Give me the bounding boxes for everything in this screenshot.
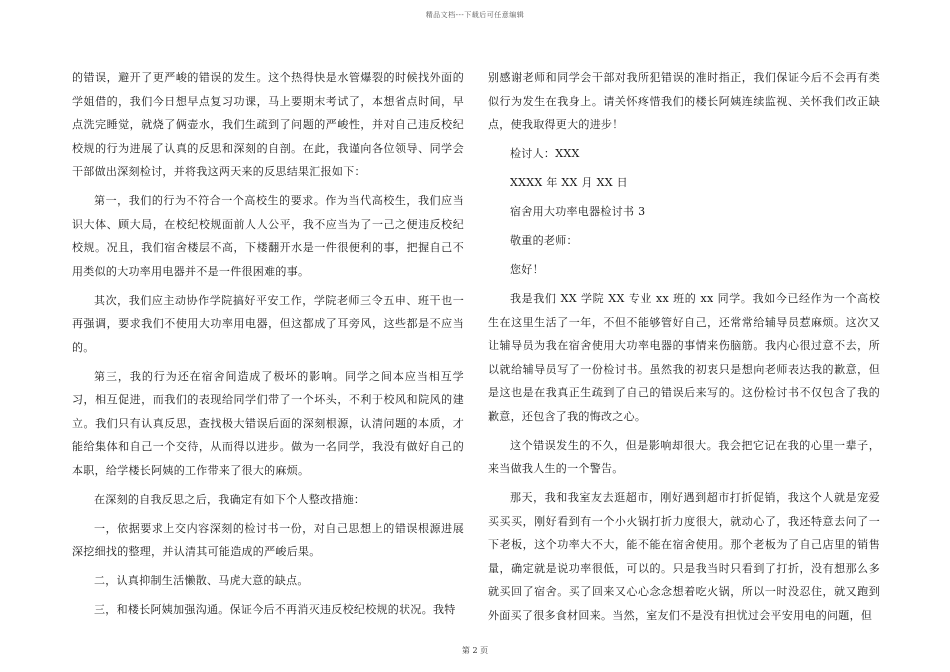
- paragraph: 这个错误发生的不久，但是影响却很大。我会把它记在我的心里一辈子，来当做我人生的一个警告。: [488, 438, 880, 475]
- paragraph: 第三，我的行为还在宿舍间造成了极坏的影响。同学之间本应当相互学习，相互促进，而我们的表现给同学们带了一个坏头，不利于校风和院风的建立。我们只有认真反思，查找极大错误后面的深刻根源，认清问题的本质，才能给集体和自己一个交待，从而得以进步。做为一名同学，我没有做好自己的本职，给学楼长阿姨的工作带来了很大的麻烦。: [72, 369, 464, 477]
- left-column: [72, 66, 464, 627]
- paragraph: 三，和楼长阿姨加强沟通。保证今后不再消灭违反校纪校规的状况。我特: [94, 603, 456, 616]
- paragraph: 在深刻的自我反思之后，我确定有如下个人整改措施：: [94, 492, 366, 506]
- paragraph: 其次，我们应主动协作学院搞好平安工作，学院老师三令五申、班干也一再强调，要求我们不使用大功率用电器，但这都成了耳旁风，这些都是不应当的。: [72, 293, 464, 354]
- page-number: 第 2 页: [461, 646, 489, 655]
- salutation: 敬重的老师：: [510, 234, 578, 247]
- signature-date: XXXX 年 XX 月 XX 日: [510, 176, 628, 189]
- document-title: 宿舍用大功率电器检讨书 3: [510, 205, 646, 218]
- paragraph: 我是我们 XX 学院 XX 专业 xx 班的 xx 同学。我如今已经作为一个高校生在这里生活了一年，不但不能够管好自己，还常常给辅导员惹麻烦。这次又让辅导员为我在宿舍使用大功率电器的事情来伤脑筋。我内心很过意不去，所以就给辅导员写了一份检讨书。虽然我的初衷只是想向老师表达我的歉意，但是这也是在我真正生疏到了自己的错误后来写的。这份检讨书不仅包含了我的歉意，还包含了我的悔改之心。: [488, 292, 880, 423]
- paragraph: 别感谢老师和同学会干部对我所犯错误的准时指正，我们保证今后不会再有类似行为发生在我身上。请关怀疼惜我们的楼长阿姨连续监视、关怀我们改正缺点，使我取得更大的进步！: [488, 71, 880, 131]
- paragraph: 二，认真抑制生活懒散、马虎大意的缺点。: [94, 574, 309, 587]
- paragraph: 第一，我们的行为不符合一个高校生的要求。作为当代高校生，我们应当识大体、顾大局，在校纪校规面前人人公平，我不应当为了一己之便违反校纪校规。况且，我们宿舍楼层不高，下楼翻开水是一件很便利的事，把握自己不用类似的大功率用电器并不是一件很困难的事。: [72, 194, 464, 278]
- paragraph: 那天，我和我室友去逛超市，刚好遇到超市打折促销，我这个人就是宠爱买买买，刚好看到有一个小火锅打折力度很大，就动心了，我还特意去问了一下老板，这个功率大不大，能不能在宿舍使用。那个老板为了自己店里的销售量，确定就是说功率很低，可以的。只是我当时只看到了打折，没有想那么多就买回了宿舍。买了回来又心心念念想着吃火锅，所以一时没忍住，就又跑到外面买了很多食材回来。当然，室友们不是没有担忧过会平安用电的问题，但: [488, 491, 880, 622]
- greeting: 您好！: [510, 263, 544, 276]
- paragraph: 的错误，避开了更严峻的错误的发生。这个热得快是水管爆裂的时候找外面的学姐借的，我们今日想早点复习功课，马上要期末考试了，本想省点时间，早点洗完睡觉，就烧了俩壶水，我们生疏到了问题的严峻性，并对自己违反校纪校规的行为进展了认真的反思和深刻的自剖。在此，我谨向各位领导、同学会干部做出深刻检讨，并将我这两天来的反思结果汇报如下：: [72, 71, 464, 178]
- right-column: [488, 66, 880, 633]
- paragraph: 一，依据要求上交内容深刻的检讨书一份，对自己思想上的错误根源进展深挖细找的整理，并认清其可能造成的严峻后果。: [72, 521, 464, 558]
- signature-name: 检讨人：XXX: [510, 147, 580, 160]
- page-header: 精品文档---下载后可任意编辑: [425, 11, 525, 19]
